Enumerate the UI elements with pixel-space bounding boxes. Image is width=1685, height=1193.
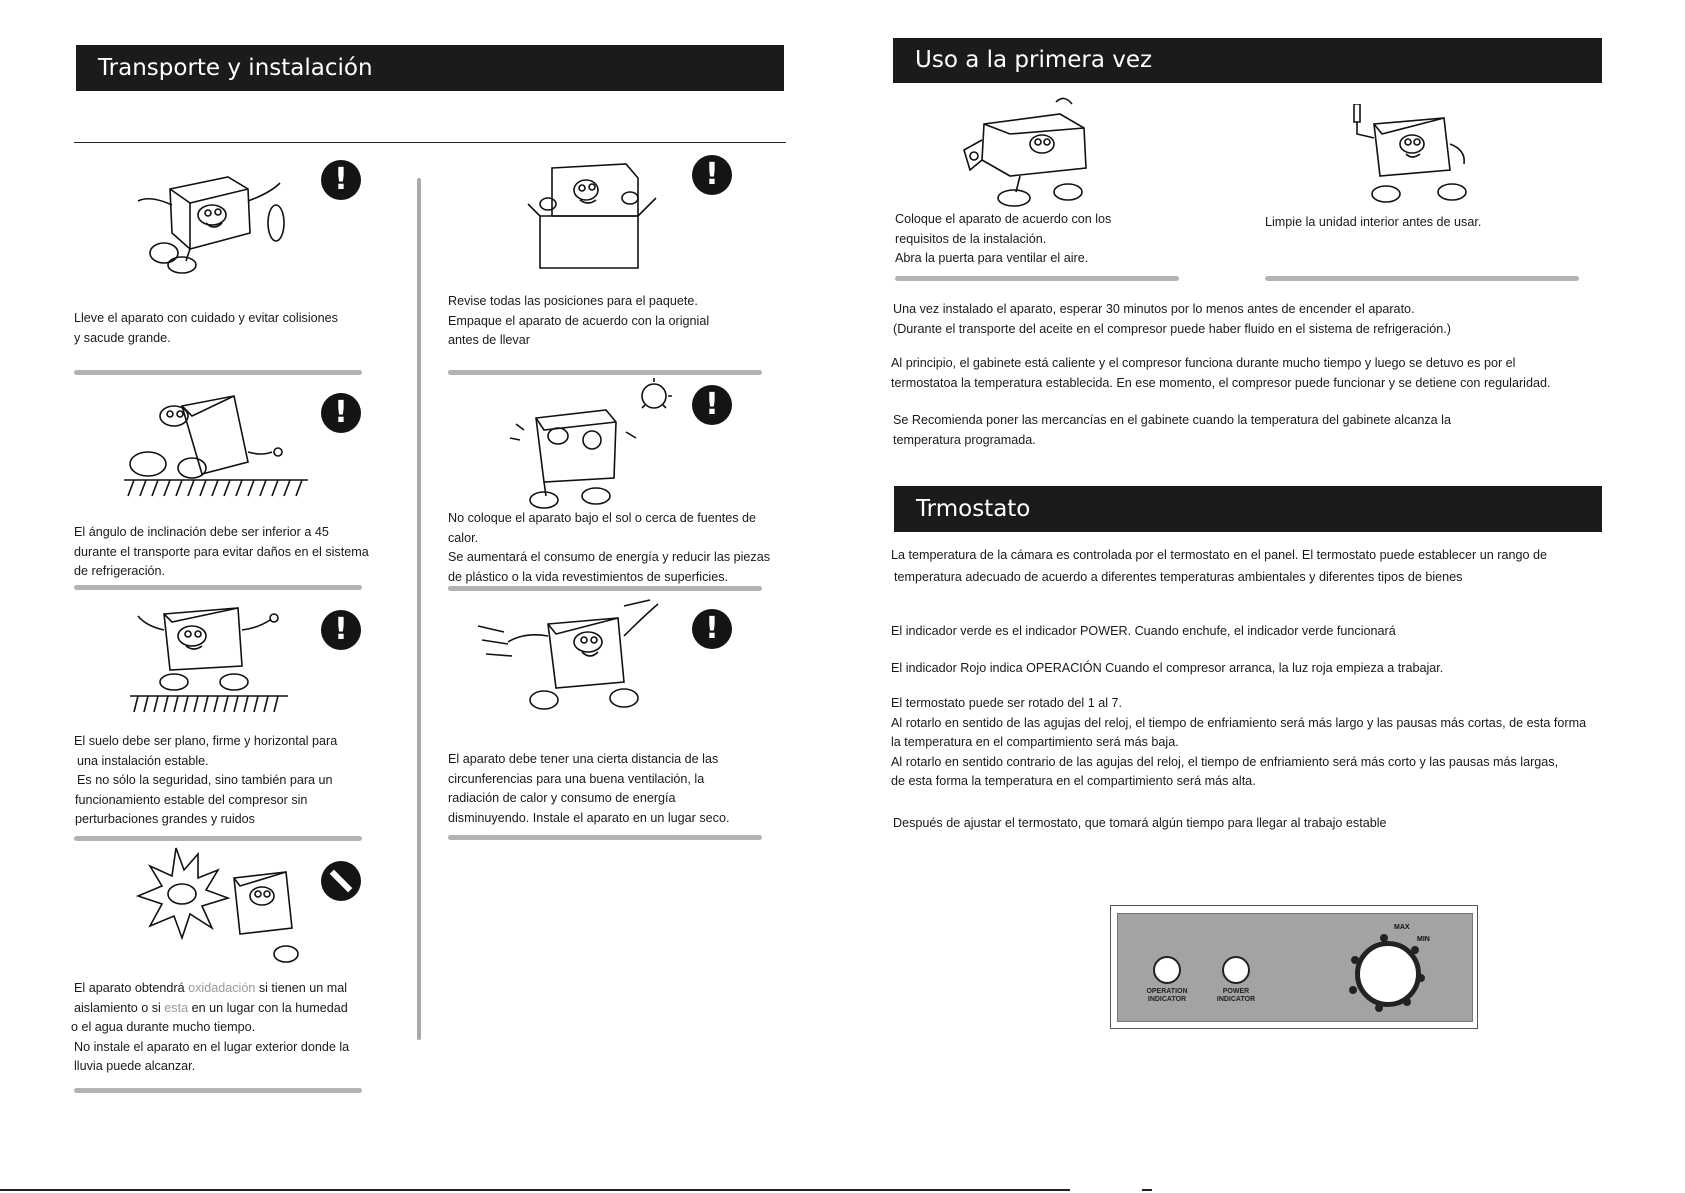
paragraph-power-indicator: El indicador verde es el indicador POWER. Cuando enchufe, el indicador verde funcionará: [891, 624, 1396, 638]
separator-bar: [448, 370, 762, 375]
dial-dot: [1349, 986, 1357, 994]
label-line: POWER: [1222, 988, 1250, 995]
control-panel: [1110, 905, 1478, 1029]
item-text-tilt: [74, 523, 369, 582]
dial-min-label: MIN: [1417, 936, 1430, 943]
label-line: INDICATOR: [1147, 996, 1187, 1003]
section-title-thermostat: [894, 486, 1602, 532]
text-line: la temperatura en el compartimiento será más baja.: [891, 735, 1179, 749]
separator-bar: [448, 586, 762, 591]
text-line: una instalación estable.: [77, 753, 209, 768]
section-title-text: Trmostato: [916, 496, 1031, 522]
text-line: antes de llevar: [448, 333, 530, 347]
text-line: Es no sólo la seguridad, sino también para un: [77, 773, 333, 787]
dial-dot: [1375, 1004, 1383, 1012]
text-line: circunferencias para una buena ventilación, la: [448, 771, 705, 786]
item-text-floor: [74, 732, 337, 830]
text-line: Empaque el aparato de acuerdo con la orignial: [448, 313, 710, 328]
separator-bar: [74, 585, 362, 590]
illustration-clean-interior: [1340, 104, 1490, 212]
text-line: Revise todas las posiciones para el paquete.: [448, 294, 698, 308]
text-line: El termostato puede ser rotado del 1 al 7.: [891, 696, 1123, 710]
text-line: [74, 999, 349, 1019]
text-line: Al rotarlo en sentido contrario de las agujas del reloj, el tiempo de enfriamiento será más corto y las pausas más largas,: [891, 754, 1559, 769]
operation-indicator-label: [1133, 988, 1201, 1004]
separator-bar: [1265, 276, 1579, 281]
warning-icon: !: [321, 393, 361, 433]
text-line: El aparato debe tener una cierta distancia de las: [448, 752, 719, 766]
paragraph-rotation: [891, 694, 1586, 792]
paragraph-operation-indicator: El indicador Rojo indica OPERACIÓN Cuando el compresor arranca, la luz roja empieza a trabajar.: [891, 661, 1444, 675]
text-line: durante el transporte para evitar daños en el sistema: [74, 544, 369, 559]
item-text-package: [448, 292, 709, 351]
illustration-humidity: [136, 844, 316, 966]
warning-icon: !: [692, 155, 732, 195]
label-line: INDICATOR: [1216, 996, 1256, 1003]
paragraph-stabilize: Después de ajustar el termostato, que tomará algún tiempo para llegar al trabajo estable: [893, 816, 1387, 830]
dial-max-label: MAX: [1394, 924, 1410, 931]
warning-icon: !: [692, 609, 732, 649]
text-line: lluvia puede alcanzar.: [74, 1059, 196, 1073]
text-line: Al rotarlo en sentido de las agujas del reloj, el tiempo de enfriamiento será más largo y las pausas más cortas, de esta forma: [891, 715, 1587, 730]
paragraph-goods: [893, 411, 1451, 450]
text-span: aislamiento o si: [74, 1000, 165, 1015]
text-line: No coloque el aparato bajo el sol o cerca de fuentes de: [448, 511, 757, 525]
paragraph-compressor: [891, 354, 1550, 393]
text-line: temperatura programada.: [893, 432, 1036, 447]
page-bottom-rule: [0, 1189, 1070, 1191]
column-divider: [417, 178, 421, 1040]
text-line: Se Recomienda poner las mercancías en el gabinete cuando la temperatura del gabinete alcanza la: [893, 413, 1451, 427]
dial-dot: [1417, 974, 1425, 982]
text-line: El suelo debe ser plano, firme y horizontal para: [74, 734, 338, 748]
item-text-sun: [448, 509, 770, 587]
separator-bar: [895, 276, 1179, 281]
text-line: Coloque el aparato de acuerdo con los: [895, 212, 1112, 226]
text-line: Se aumentará el consumo de energía y reducir las piezas: [448, 550, 771, 564]
text-line: Abra la puerta para ventilar el aire.: [895, 251, 1089, 265]
illustration-level-floor: [128, 600, 298, 714]
text-line: Una vez instalado el aparato, esperar 30 minutos por lo menos antes de encender el aparato.: [893, 302, 1415, 316]
text-line: Al principio, el gabinete está caliente y el compresor funciona durante mucho tiempo y luego se detuvo es por el: [891, 356, 1516, 370]
paragraph-wait: [893, 300, 1451, 339]
dial-dot: [1351, 956, 1359, 964]
separator-bar: [74, 1088, 362, 1093]
text-line: disminuyendo. Instale el aparato en un lugar seco.: [448, 810, 730, 825]
page-bottom-rule: [1142, 1189, 1152, 1191]
prohibited-icon: [321, 861, 361, 901]
text-line: y sacude grande.: [74, 330, 171, 345]
text-line: [74, 979, 349, 999]
text-span: si tienen un mal: [255, 981, 348, 995]
separator-bar: [74, 370, 362, 375]
power-indicator-light: [1222, 956, 1250, 984]
item-text-humidity: [71, 979, 350, 1077]
warning-icon: !: [321, 610, 361, 650]
illustration-package: [526, 158, 666, 270]
illustration-ventilate-door: [960, 94, 1110, 210]
illustration-ventilation: [474, 596, 674, 714]
text-line: (Durante el transporte del aceite en el compresor puede haber fluido en el sistema de refrigeración.): [893, 321, 1451, 336]
text-line: de plástico o la vida revestimientos de superficies.: [448, 569, 729, 584]
illustration-tilt: [122, 392, 312, 504]
illustration-sun-heat: [496, 378, 686, 510]
header-rule: [74, 142, 786, 143]
text-line: o el agua durante mucho tiempo.: [71, 1020, 256, 1034]
paragraph-thermostat-intro: [891, 544, 1547, 588]
text-span: en un lugar con la humedad: [188, 1000, 348, 1015]
dial-dot: [1411, 946, 1419, 954]
section-title-text: Transporte y instalación: [98, 55, 373, 81]
highlighted-word: esta: [164, 1000, 189, 1015]
dial-dot: [1403, 998, 1411, 1006]
text-line: Lleve el aparato con cuidado y evitar colisiones: [74, 311, 338, 325]
item-text-carry: [74, 309, 338, 348]
illustration-carry: [130, 165, 300, 277]
text-line: de esta forma la temperatura en el compartimiento será más alta.: [891, 774, 1256, 788]
text-span: El aparato obtendrá: [74, 981, 189, 995]
warning-icon: !: [692, 385, 732, 425]
power-indicator-label: [1203, 988, 1269, 1004]
text-line: requisitos de la instalación.: [895, 231, 1047, 246]
text-line: de refrigeración.: [74, 564, 166, 578]
label-line: OPERATION: [1146, 988, 1188, 995]
caption-clean: Limpie la unidad interior antes de usar.: [1265, 215, 1482, 229]
text-line: El ángulo de inclinación debe ser inferior a 45: [74, 525, 329, 539]
warning-icon: !: [321, 160, 361, 200]
text-line: funcionamiento estable del compresor sin: [75, 792, 308, 807]
separator-bar: [448, 835, 762, 840]
text-line: temperatura adecuado de acuerdo a diferentes temperaturas ambientales y diferentes tipos de bienes: [894, 570, 1463, 584]
operation-indicator-light: [1153, 956, 1181, 984]
separator-bar: [74, 836, 362, 841]
text-line: perturbaciones grandes y ruidos: [75, 812, 255, 826]
text-line: termostatoa la temperatura establecida. En ese momento, el compresor puede funcionar y se detiene con regularidad.: [891, 375, 1551, 390]
caption-ventilate: [895, 210, 1111, 269]
text-line: La temperatura de la cámara es controlada por el termostato en el panel. El termostato puede establecer un rango de: [891, 548, 1547, 562]
item-text-ventilation: [448, 750, 729, 828]
section-title-first-use: [893, 38, 1602, 83]
text-line: radiación de calor y consumo de energía: [448, 791, 676, 805]
dial-dot: [1380, 934, 1388, 942]
section-title-transport: [76, 45, 784, 91]
highlighted-word: oxidadación: [188, 981, 256, 995]
section-title-text: Uso a la primera vez: [915, 47, 1153, 73]
text-line: calor.: [448, 530, 479, 545]
text-line: No instale el aparato en el lugar exterior donde la: [74, 1039, 350, 1054]
